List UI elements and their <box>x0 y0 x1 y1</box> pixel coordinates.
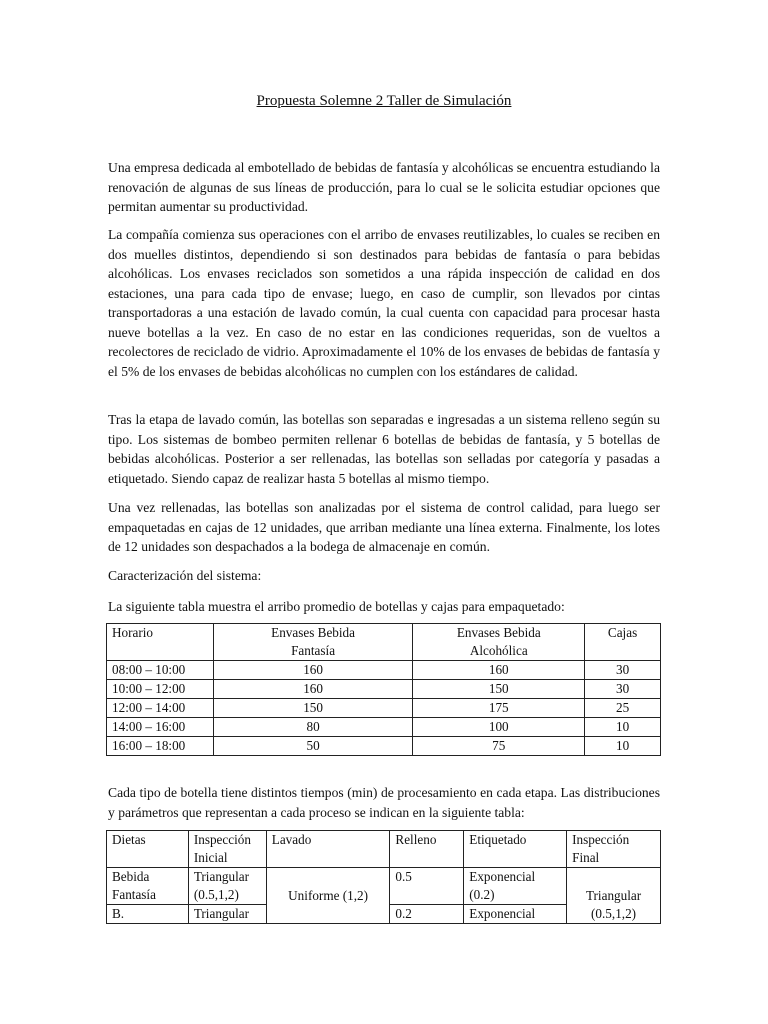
header-cell: Inspección Final <box>567 831 661 868</box>
table-cell: Triangular <box>188 905 266 924</box>
table-cell: 30 <box>585 680 661 699</box>
header-cell <box>413 624 585 661</box>
table-cell: 150 <box>213 699 413 718</box>
header-cell: Cajas <box>585 624 661 661</box>
table-row <box>107 661 661 680</box>
table-cell: 25 <box>585 699 661 718</box>
header-cell: Inspección Inicial <box>188 831 266 868</box>
table-row <box>107 699 661 718</box>
document-title: Propuesta Solemne 2 Taller de Simulación <box>256 93 512 109</box>
table-cell: 10 <box>585 718 661 737</box>
paragraph-washing: Tras la etapa de lavado común, las botellas son separadas e ingresadas a un sistema relleno según su tipo. Los sistemas de bombeo permiten rellenar 6 botellas de bebidas de fantasía, y 5 botellas de bebidas alcohólicas. Posterior a ser rellenadas, las botellas son selladas por categoría y pasadas a etiquetado. Siendo capaz de realizar hasta 5 botellas al mismo tiempo. <box>108 412 660 486</box>
header-cell: Lavado <box>266 831 390 868</box>
header-cell: Relleno <box>390 831 464 868</box>
table-cell: 100 <box>413 718 585 737</box>
table-row <box>107 718 661 737</box>
table-row <box>107 737 661 756</box>
paragraph-operations: La compañía comienza sus operaciones con el arribo de envases reutilizables, lo cuales se reciben en dos muelles distintos, dependiendo si son destinados para bebidas de fantasía o para bebidas alcohólicas. Los envases reciclados son sometidos a una rápida inspección de calidad en dos estaciones, una para cada tipo de envase; luego, en caso de cumplir, son llevados por cintas transportadoras a una estación de lavado común, la cual cuenta con capacidad para procesar hasta nueve botellas a la vez. En caso de no estar en las condiciones requeridas, son de vueltos a recolectores de reciclado de vidrio. Aproximadamente el 10% de los envases de bebidas de fantasía y el 5% de los envases de bebidas alcohólicas no cumplen con los estándares de calidad. <box>108 227 660 379</box>
table2-intro: Cada tipo de botella tiene distintos tiempos (min) de procesamiento en cada etapa. Las distribuciones y parámetros que representan a cada proceso se indican en la siguiente tabla: <box>108 785 660 820</box>
arrivals-table <box>106 623 661 756</box>
table-row <box>107 680 661 699</box>
table-cell: 12:00 – 14:00 <box>107 699 214 718</box>
table-cell: 160 <box>413 661 585 680</box>
table-cell: Triangular (0.5,1,2) <box>567 868 661 924</box>
header-cell-text: Envases Bebida Alcohólica <box>456 625 541 658</box>
header-cell: Dietas <box>107 831 189 868</box>
table-cell: Triangular (0.5,1,2) <box>188 868 266 905</box>
table-cell: 175 <box>413 699 585 718</box>
table-cell: 16:00 – 18:00 <box>107 737 214 756</box>
table1-intro: La siguiente tabla muestra el arribo promedio de botellas y cajas para empaquetado: <box>108 599 565 614</box>
table-cell: 80 <box>213 718 413 737</box>
table-cell: 10 <box>585 737 661 756</box>
section-heading: Caracterización del sistema: <box>108 568 262 583</box>
table-header-row <box>107 831 661 868</box>
process-times-table <box>106 830 661 924</box>
table-cell: 160 <box>213 680 413 699</box>
table-header-row <box>107 624 661 661</box>
table-row <box>107 868 661 905</box>
table-cell: Bebida Fantasía <box>107 868 189 905</box>
table-cell: Exponencial (0.2) <box>464 868 567 905</box>
table-cell: 08:00 – 10:00 <box>107 661 214 680</box>
table-cell: 50 <box>213 737 413 756</box>
header-cell-text: Envases Bebida Fantasía <box>271 625 356 658</box>
paragraph-packaging: Una vez rellenadas, las botellas son analizadas por el sistema de control calidad, para luego ser empaquetadas en cajas de 12 unidades, que arriban mediante una línea externa. Finalmente, los lotes de 12 unidades son despachados a la bodega de almacenaje en común. <box>108 500 660 554</box>
table-cell: 0.5 <box>390 868 464 905</box>
table-cell: 10:00 – 12:00 <box>107 680 214 699</box>
table-cell: B. <box>107 905 189 924</box>
table-cell: 0.2 <box>390 905 464 924</box>
paragraph-intro: Una empresa dedicada al embotellado de bebidas de fantasía y alcohólicas se encuentra estudiando la renovación de algunas de sus líneas de producción, para lo cual se le solicita estudiar opciones que permitan aumentar su productividad. <box>108 160 660 214</box>
table-cell: 30 <box>585 661 661 680</box>
header-cell: Horario <box>107 624 214 661</box>
table-cell: 14:00 – 16:00 <box>107 718 214 737</box>
header-cell: Etiquetado <box>464 831 567 868</box>
table-cell: 75 <box>413 737 585 756</box>
header-cell <box>213 624 413 661</box>
table-cell: 160 <box>213 661 413 680</box>
table-cell: 150 <box>413 680 585 699</box>
table-cell: Uniforme (1,2) <box>266 868 390 924</box>
table-cell: Exponencial <box>464 905 567 924</box>
